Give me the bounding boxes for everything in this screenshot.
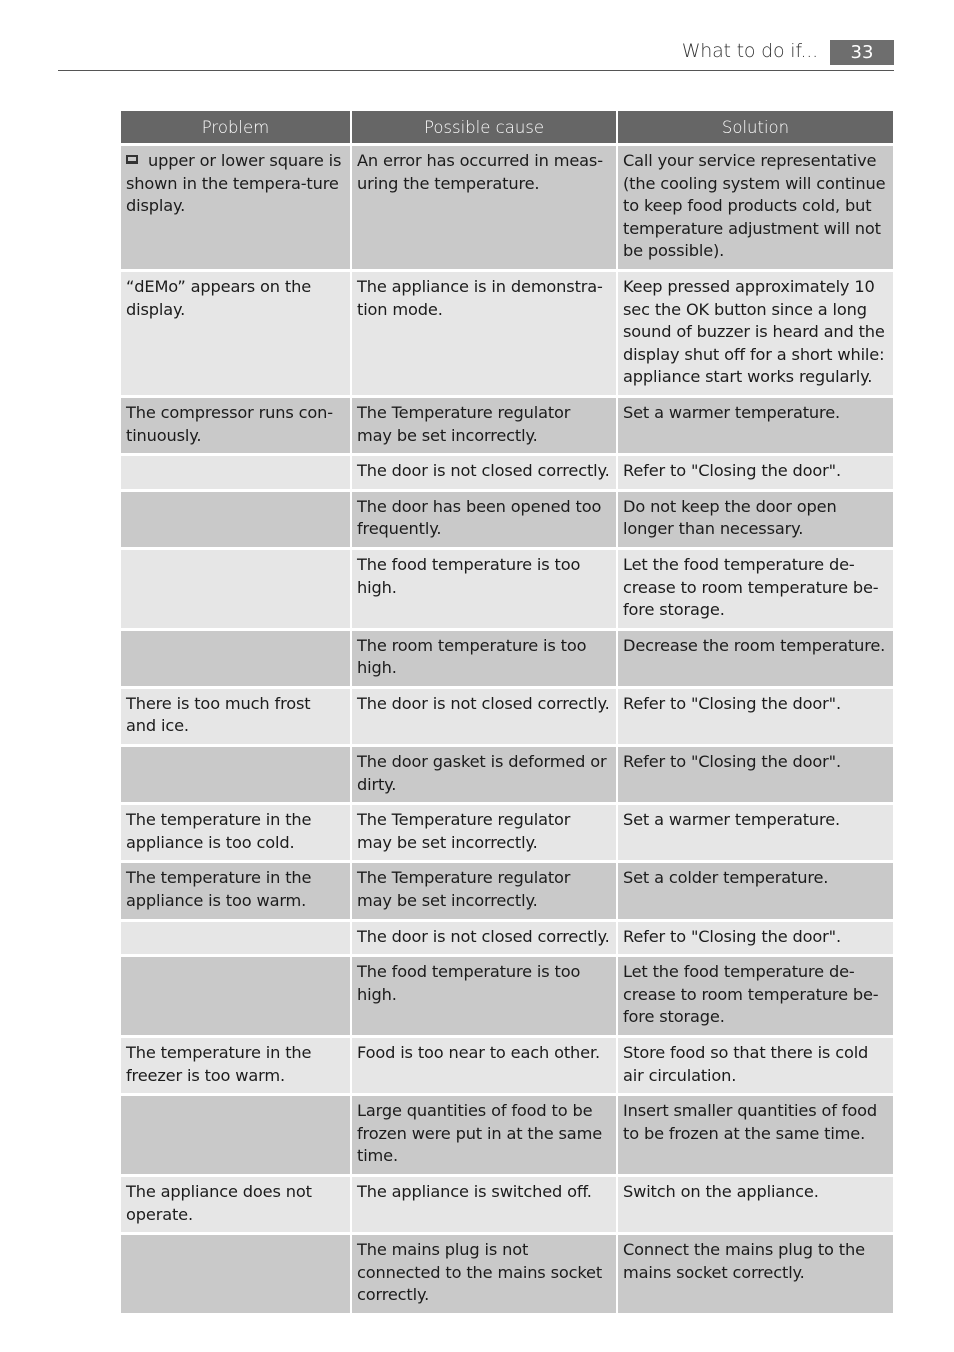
table-row <box>121 1096 893 1174</box>
column-header-problem: Problem <box>121 111 350 143</box>
problem-cell: The temperature in the appliance is too cold. <box>121 805 350 860</box>
table-row <box>121 805 893 860</box>
solution-cell: Switch on the appliance. <box>618 1177 893 1232</box>
solution-cell: Set a warmer temperature. <box>618 805 893 860</box>
problem-cell <box>121 922 350 955</box>
table-row <box>121 550 893 628</box>
table-row <box>121 398 893 453</box>
cause-cell: The door is not closed correctly. <box>352 456 616 489</box>
problem-cell <box>121 957 350 1035</box>
table-row <box>121 631 893 686</box>
cause-cell: The Temperature regulator may be set incorrectly. <box>352 863 616 918</box>
problem-cell: The compressor runs con-tinuously. <box>121 398 350 453</box>
table-row <box>121 456 893 489</box>
problem-cell <box>121 456 350 489</box>
problem-cell: The appliance does not operate. <box>121 1177 350 1232</box>
problem-cell: There is too much frost and ice. <box>121 689 350 744</box>
table-row <box>121 957 893 1035</box>
cause-cell: The appliance is switched off. <box>352 1177 616 1232</box>
cause-cell: Large quantities of food to be frozen were put in at the same time. <box>352 1096 616 1174</box>
solution-cell: Keep pressed approximately 10 sec the OK button since a long sound of buzzer is heard and the display shut off for a short while: appliance start works regularly. <box>618 272 893 395</box>
problem-cell <box>121 1235 350 1313</box>
problem-cell: “dEMo” appears on the display. <box>121 272 350 395</box>
problem-cell: The temperature in the appliance is too warm. <box>121 863 350 918</box>
cause-cell: An error has occurred in meas-uring the temperature. <box>352 146 616 269</box>
table-row <box>121 922 893 955</box>
display-square-icon <box>126 155 138 164</box>
solution-cell: Store food so that there is cold air circulation. <box>618 1038 893 1093</box>
cause-cell: The Temperature regulator may be set incorrectly. <box>352 398 616 453</box>
problem-cell <box>121 631 350 686</box>
page-number: 33 <box>830 40 894 65</box>
page-header <box>58 36 894 71</box>
troubleshooting-table <box>119 108 895 1316</box>
problem-cell <box>121 1096 350 1174</box>
cause-cell: The door has been opened too frequently. <box>352 492 616 547</box>
table-header-row <box>121 111 893 143</box>
problem-text: upper or lower square is shown in the tempera-ture display. <box>126 151 342 216</box>
table-row <box>121 146 893 269</box>
cause-cell: The door is not closed correctly. <box>352 922 616 955</box>
solution-cell: Let the food temperature de-crease to room temperature be-fore storage. <box>618 550 893 628</box>
table-row <box>121 272 893 395</box>
cause-cell: The food temperature is too high. <box>352 957 616 1035</box>
solution-cell: Do not keep the door open longer than necessary. <box>618 492 893 547</box>
table-row <box>121 492 893 547</box>
column-header-solution: Solution <box>618 111 893 143</box>
problem-cell <box>121 747 350 802</box>
cause-cell: Food is too near to each other. <box>352 1038 616 1093</box>
table-row <box>121 689 893 744</box>
solution-cell: Let the food temperature de-crease to room temperature be-fore storage. <box>618 957 893 1035</box>
solution-cell: Refer to "Closing the door". <box>618 922 893 955</box>
solution-cell: Refer to "Closing the door". <box>618 689 893 744</box>
solution-cell: Call your service representative (the cooling system will continue to keep food products cold, but temperature adjustment will not be possible). <box>618 146 893 269</box>
section-title: What to do if... <box>681 40 818 62</box>
table-row <box>121 1038 893 1093</box>
cause-cell: The door gasket is deformed or dirty. <box>352 747 616 802</box>
solution-cell: Set a colder temperature. <box>618 863 893 918</box>
cause-cell: The room temperature is too high. <box>352 631 616 686</box>
solution-cell: Refer to "Closing the door". <box>618 456 893 489</box>
table-row <box>121 863 893 918</box>
table-row <box>121 747 893 802</box>
problem-cell <box>121 146 350 269</box>
solution-cell: Insert smaller quantities of food to be frozen at the same time. <box>618 1096 893 1174</box>
table-row <box>121 1177 893 1232</box>
solution-cell: Decrease the room temperature. <box>618 631 893 686</box>
problem-cell <box>121 550 350 628</box>
cause-cell: The mains plug is not connected to the mains socket correctly. <box>352 1235 616 1313</box>
cause-cell: The Temperature regulator may be set incorrectly. <box>352 805 616 860</box>
cause-cell: The appliance is in demonstra-tion mode. <box>352 272 616 395</box>
problem-cell <box>121 492 350 547</box>
column-header-cause: Possible cause <box>352 111 616 143</box>
solution-cell: Refer to "Closing the door". <box>618 747 893 802</box>
table-row <box>121 1235 893 1313</box>
cause-cell: The door is not closed correctly. <box>352 689 616 744</box>
solution-cell: Connect the mains plug to the mains socket correctly. <box>618 1235 893 1313</box>
solution-cell: Set a warmer temperature. <box>618 398 893 453</box>
cause-cell: The food temperature is too high. <box>352 550 616 628</box>
problem-cell: The temperature in the freezer is too warm. <box>121 1038 350 1093</box>
